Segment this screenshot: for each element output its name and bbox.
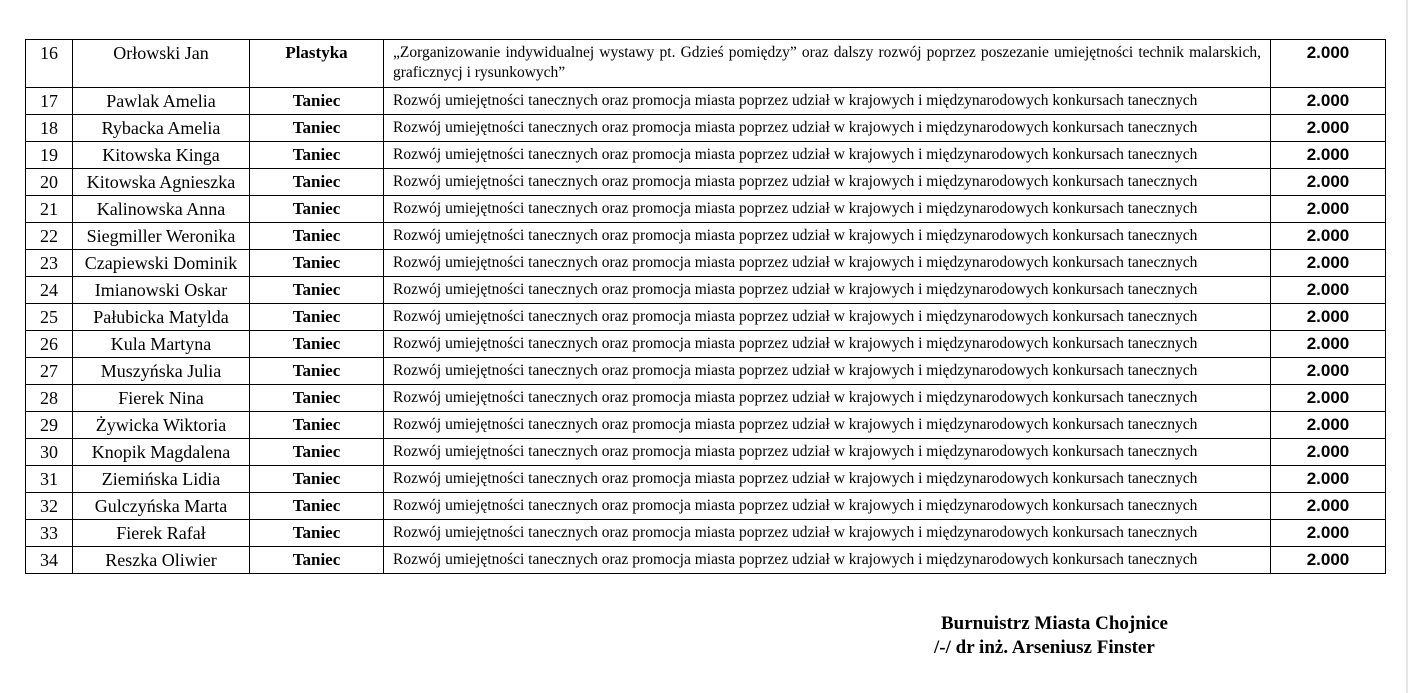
recipient-name: Orłowski Jan	[73, 40, 250, 88]
field-category: Taniec	[250, 385, 384, 412]
signatory-name: /-/ dr inż. Arseniusz Finster	[934, 637, 1155, 658]
grant-purpose: Rozwój umiejętności tanecznych oraz promocja miasta poprzez udział w krajowych i międzynarodowych konkursach tanecznych	[384, 493, 1271, 520]
recipient-name: Kitowska Kinga	[73, 142, 250, 169]
grant-amount: 2.000	[1271, 412, 1386, 439]
table-row	[26, 520, 1386, 547]
table-row	[26, 358, 1386, 385]
field-category: Taniec	[250, 331, 384, 358]
table-row	[26, 250, 1386, 277]
recipient-name: Kula Martyna	[73, 331, 250, 358]
field-category: Taniec	[250, 466, 384, 493]
field-category: Taniec	[250, 115, 384, 142]
recipient-name: Muszyńska Julia	[73, 358, 250, 385]
field-category: Taniec	[250, 223, 384, 250]
table-row	[26, 331, 1386, 358]
table-row	[26, 142, 1386, 169]
row-number: 33	[26, 520, 73, 547]
grant-amount: 2.000	[1271, 385, 1386, 412]
table-row	[26, 493, 1386, 520]
table-row	[26, 304, 1386, 331]
table-row	[26, 196, 1386, 223]
grant-amount: 2.000	[1271, 304, 1386, 331]
recipient-name: Rybacka Amelia	[73, 115, 250, 142]
grant-amount: 2.000	[1271, 223, 1386, 250]
row-number: 20	[26, 169, 73, 196]
field-category: Taniec	[250, 304, 384, 331]
grant-purpose: Rozwój umiejętności tanecznych oraz promocja miasta poprzez udział w krajowych i międzynarodowych konkursach tanecznych	[384, 466, 1271, 493]
field-category: Taniec	[250, 196, 384, 223]
field-category: Plastyka	[250, 40, 384, 88]
table-row	[26, 277, 1386, 304]
row-number: 23	[26, 250, 73, 277]
recipient-name: Fierek Nina	[73, 385, 250, 412]
grant-amount: 2.000	[1271, 466, 1386, 493]
recipient-name: Pałubicka Matylda	[73, 304, 250, 331]
grant-purpose: Rozwój umiejętności tanecznych oraz promocja miasta poprzez udział w krajowych i międzynarodowych konkursach tanecznych	[384, 547, 1271, 574]
grant-purpose: Rozwój umiejętności tanecznych oraz promocja miasta poprzez udział w krajowych i międzynarodowych konkursach tanecznych	[384, 304, 1271, 331]
field-category: Taniec	[250, 412, 384, 439]
grant-purpose: Rozwój umiejętności tanecznych oraz promocja miasta poprzez udział w krajowych i międzynarodowych konkursach tanecznych	[384, 223, 1271, 250]
recipient-name: Reszka Oliwier	[73, 547, 250, 574]
recipient-name: Gulczyńska Marta	[73, 493, 250, 520]
grants-table	[25, 39, 1386, 574]
grants-table-body	[26, 40, 1386, 574]
table-row	[26, 169, 1386, 196]
recipient-name: Ziemińska Lidia	[73, 466, 250, 493]
field-category: Taniec	[250, 358, 384, 385]
recipient-name: Kitowska Agnieszka	[73, 169, 250, 196]
recipient-name: Imianowski Oskar	[73, 277, 250, 304]
row-number: 16	[26, 40, 73, 88]
table-row	[26, 412, 1386, 439]
grant-amount: 2.000	[1271, 493, 1386, 520]
recipient-name: Pawlak Amelia	[73, 88, 250, 115]
table-row	[26, 40, 1386, 88]
field-category: Taniec	[250, 520, 384, 547]
grant-purpose: Rozwój umiejętności tanecznych oraz promocja miasta poprzez udział w krajowych i międzynarodowych konkursach tanecznych	[384, 331, 1271, 358]
table-row	[26, 547, 1386, 574]
row-number: 24	[26, 277, 73, 304]
recipient-name: Fierek Rafał	[73, 520, 250, 547]
grant-purpose: Rozwój umiejętności tanecznych oraz promocja miasta poprzez udział w krajowych i międzynarodowych konkursach tanecznych	[384, 412, 1271, 439]
table-row	[26, 439, 1386, 466]
grant-purpose: Rozwój umiejętności tanecznych oraz promocja miasta poprzez udział w krajowych i międzynarodowych konkursach tanecznych	[384, 277, 1271, 304]
grant-purpose: Rozwój umiejętności tanecznych oraz promocja miasta poprzez udział w krajowych i międzynarodowych konkursach tanecznych	[384, 385, 1271, 412]
grant-purpose: Rozwój umiejętności tanecznych oraz promocja miasta poprzez udział w krajowych i międzynarodowych konkursach tanecznych	[384, 358, 1271, 385]
grant-purpose: Rozwój umiejętności tanecznych oraz promocja miasta poprzez udział w krajowych i międzynarodowych konkursach tanecznych	[384, 520, 1271, 547]
row-number: 30	[26, 439, 73, 466]
field-category: Taniec	[250, 547, 384, 574]
row-number: 17	[26, 88, 73, 115]
recipient-name: Kalinowska Anna	[73, 196, 250, 223]
grant-amount: 2.000	[1271, 547, 1386, 574]
grant-amount: 2.000	[1271, 439, 1386, 466]
grant-amount: 2.000	[1271, 115, 1386, 142]
grant-amount: 2.000	[1271, 88, 1386, 115]
row-number: 18	[26, 115, 73, 142]
grant-amount: 2.000	[1271, 142, 1386, 169]
field-category: Taniec	[250, 493, 384, 520]
grant-purpose: Rozwój umiejętności tanecznych oraz promocja miasta poprzez udział w krajowych i międzynarodowych konkursach tanecznych	[384, 196, 1271, 223]
grant-purpose: „Zorganizowanie indywidualnej wystawy pt. Gdzieś pomiędzy” oraz dalszy rozwój poprzez poszezanie umiejętności technik malarskich, graficznycj i rysunkowych”	[384, 40, 1271, 88]
row-number: 22	[26, 223, 73, 250]
grant-amount: 2.000	[1271, 358, 1386, 385]
recipient-name: Knopik Magdalena	[73, 439, 250, 466]
table-row	[26, 115, 1386, 142]
field-category: Taniec	[250, 277, 384, 304]
grant-amount: 2.000	[1271, 250, 1386, 277]
grant-amount: 2.000	[1271, 331, 1386, 358]
table-row	[26, 223, 1386, 250]
signature-block	[934, 612, 1168, 660]
grant-purpose: Rozwój umiejętności tanecznych oraz promocja miasta poprzez udział w krajowych i międzynarodowych konkursach tanecznych	[384, 88, 1271, 115]
row-number: 31	[26, 466, 73, 493]
grant-purpose: Rozwój umiejętności tanecznych oraz promocja miasta poprzez udział w krajowych i międzynarodowych konkursach tanecznych	[384, 115, 1271, 142]
row-number: 28	[26, 385, 73, 412]
row-number: 27	[26, 358, 73, 385]
row-number: 34	[26, 547, 73, 574]
recipient-name: Czapiewski Dominik	[73, 250, 250, 277]
grant-amount: 2.000	[1271, 169, 1386, 196]
field-category: Taniec	[250, 142, 384, 169]
recipient-name: Siegmiller Weronika	[73, 223, 250, 250]
field-category: Taniec	[250, 169, 384, 196]
grant-amount: 2.000	[1271, 520, 1386, 547]
table-row	[26, 466, 1386, 493]
table-row	[26, 88, 1386, 115]
row-number: 26	[26, 331, 73, 358]
grant-purpose: Rozwój umiejętności tanecznych oraz promocja miasta poprzez udział w krajowych i międzynarodowych konkursach tanecznych	[384, 250, 1271, 277]
recipient-name: Żywicka Wiktoria	[73, 412, 250, 439]
row-number: 25	[26, 304, 73, 331]
grant-amount: 2.000	[1271, 277, 1386, 304]
row-number: 19	[26, 142, 73, 169]
field-category: Taniec	[250, 88, 384, 115]
table-row	[26, 385, 1386, 412]
row-number: 21	[26, 196, 73, 223]
row-number: 32	[26, 493, 73, 520]
field-category: Taniec	[250, 250, 384, 277]
grant-purpose: Rozwój umiejętności tanecznych oraz promocja miasta poprzez udział w krajowych i międzynarodowych konkursach tanecznych	[384, 169, 1271, 196]
grant-purpose: Rozwój umiejętności tanecznych oraz promocja miasta poprzez udział w krajowych i międzynarodowych konkursach tanecznych	[384, 439, 1271, 466]
row-number: 29	[26, 412, 73, 439]
grant-amount: 2.000	[1271, 40, 1386, 88]
field-category: Taniec	[250, 439, 384, 466]
grant-purpose: Rozwój umiejętności tanecznych oraz promocja miasta poprzez udział w krajowych i międzynarodowych konkursach tanecznych	[384, 142, 1271, 169]
signatory-title: Burnuistrz Miasta Chojnice	[941, 613, 1168, 634]
grant-amount: 2.000	[1271, 196, 1386, 223]
